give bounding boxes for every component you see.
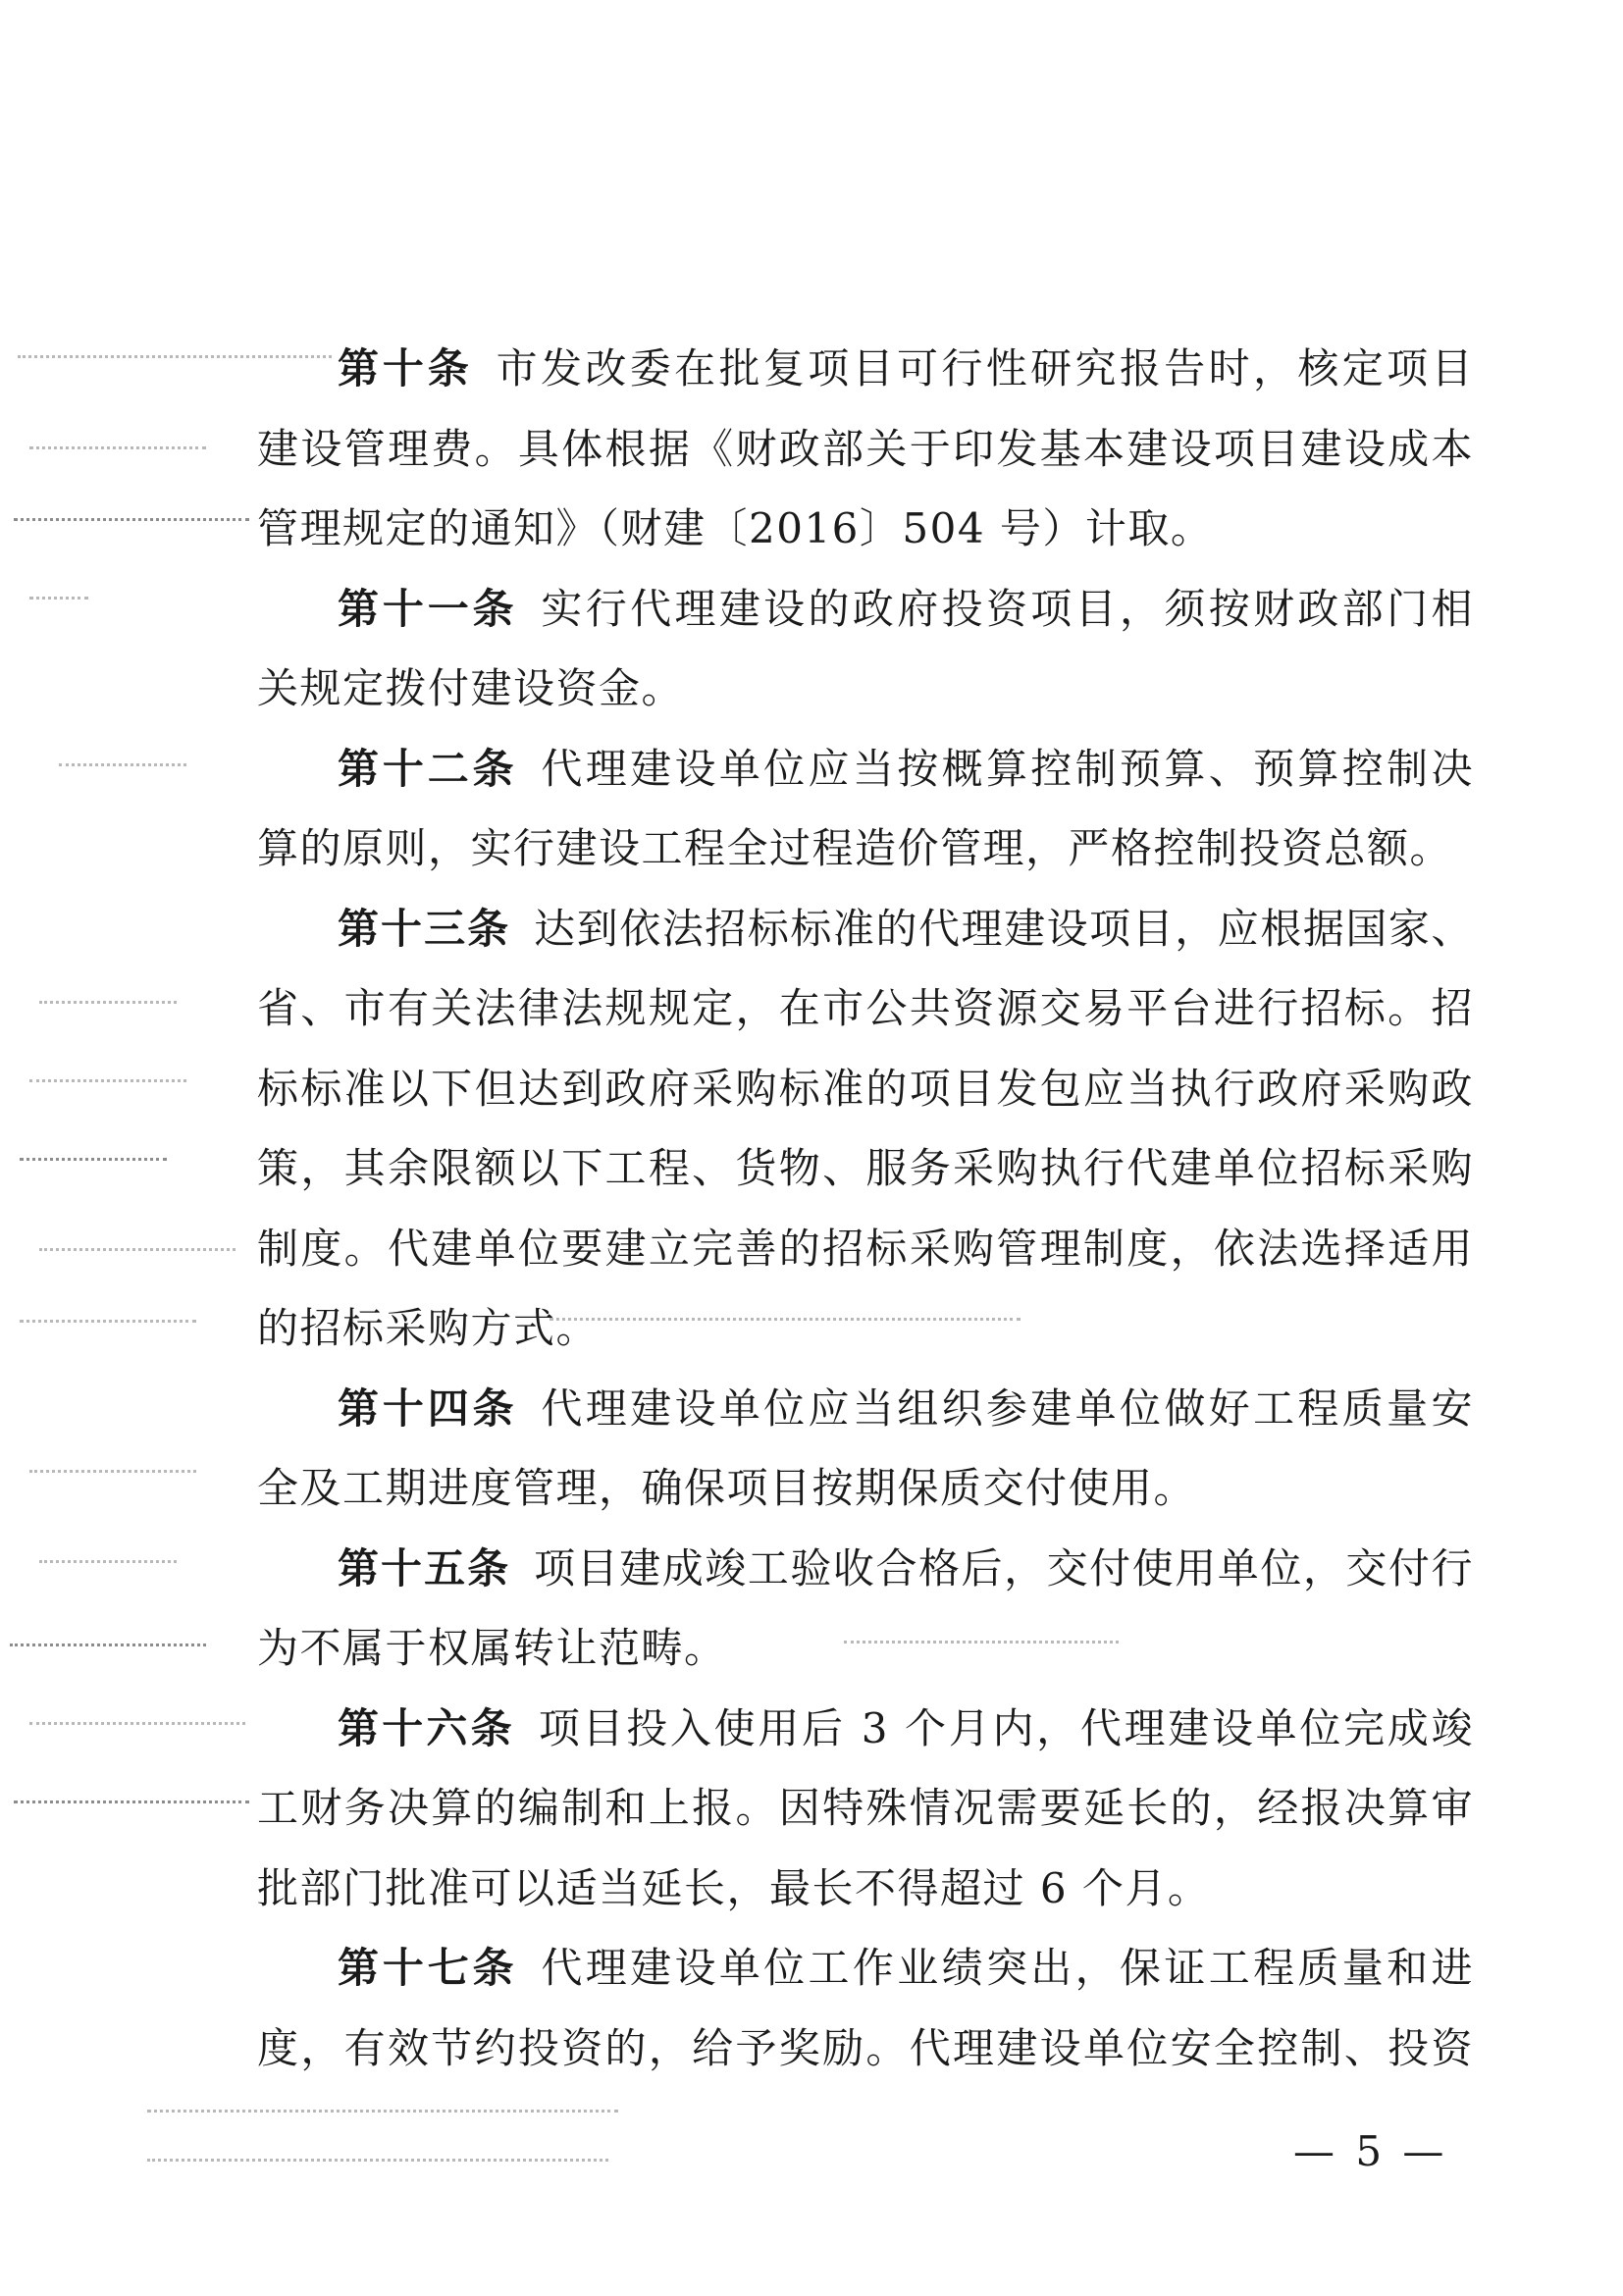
- body-text: [257, 329, 1474, 2088]
- line-text: 代理建设单位工作业绩突出，保证工程质量和进: [541, 1944, 1474, 1992]
- article-13: [257, 889, 1474, 1369]
- article-15-line-2: 为不属于权属转让范畴。: [257, 1624, 727, 1672]
- article-14: [257, 1369, 1474, 1529]
- article-12-line-1: [257, 729, 1474, 809]
- line-text: 代理建设单位应当按概算控制预算、预算控制决: [541, 744, 1474, 793]
- article-14-line-2: 全及工期进度管理，确保项目按期保质交付使用。: [257, 1464, 1197, 1512]
- article-13-line-1: [257, 889, 1474, 969]
- line-text: 代理建设单位应当组织参建单位做好工程质量安: [541, 1383, 1474, 1433]
- line-text: 达到依法招标标准的代理建设项目，应根据国家、: [534, 904, 1474, 953]
- article-number: 第十四条: [338, 1383, 518, 1433]
- article-10-line-1: [257, 329, 1474, 409]
- article-number: 第十条: [338, 344, 473, 392]
- article-13-line-4: 策，其余限额以下工程、货物、服务采购执行代建单位招标采购: [257, 1144, 1474, 1192]
- article-10-line-2: 建设管理费。具体根据《财政部关于印发基本建设项目建设成本: [257, 424, 1474, 473]
- line-text: 项目投入使用后 3 个月内，代理建设单位完成竣: [538, 1703, 1474, 1752]
- article-number: 第十一条: [338, 584, 518, 633]
- article-16-line-2: 工财务决算的编制和上报。因特殊情况需要延长的，经报决算审: [257, 1784, 1474, 1832]
- article-16-line-1: [257, 1689, 1474, 1769]
- line-text: 市发改委在批复项目可行性研究报告时，核定项目: [496, 344, 1474, 392]
- page-number: — 5 —: [1293, 2127, 1448, 2175]
- article-10: [257, 329, 1474, 569]
- article-13-line-2: 省、市有关法律法规规定，在市公共资源交易平台进行招标。招: [257, 984, 1474, 1032]
- article-number: 第十七条: [338, 1944, 518, 1992]
- line-text: 实行代理建设的政府投资项目，须按财政部门相: [541, 584, 1474, 633]
- article-12: [257, 729, 1474, 889]
- article-17-line-1: [257, 1928, 1474, 2009]
- article-12-line-2: 算的原则，实行建设工程全过程造价管理，严格控制投资总额。: [257, 824, 1453, 872]
- article-17-line-2: 度，有效节约投资的，给予奖励。代理建设单位安全控制、投资: [257, 2023, 1474, 2072]
- line-text: 项目建成竣工验收合格后，交付使用单位，交付行: [534, 1543, 1474, 1592]
- article-number: 第十六条: [338, 1703, 515, 1752]
- article-11-line-2: 关规定拨付建设资金。: [257, 664, 685, 712]
- article-number: 第十五条: [338, 1543, 511, 1592]
- article-13-line-3: 标标准以下但达到政府采购标准的项目发包应当执行政府采购政: [257, 1064, 1474, 1113]
- article-number: 第十二条: [338, 744, 518, 793]
- article-14-line-1: [257, 1369, 1474, 1449]
- article-number: 第十三条: [338, 904, 511, 953]
- article-17: [257, 1928, 1474, 2088]
- article-15-line-1: [257, 1529, 1474, 1609]
- article-11: [257, 569, 1474, 729]
- article-16: [257, 1689, 1474, 1929]
- article-13-line-6: 的招标采购方式。: [257, 1304, 600, 1352]
- article-11-line-1: [257, 569, 1474, 650]
- article-10-line-3: 管理规定的通知》（财建〔2016〕504 号）计取。: [257, 504, 1214, 552]
- article-16-line-3: 批部门批准可以适当延长，最长不得超过 6 个月。: [257, 1863, 1211, 1912]
- article-13-line-5: 制度。代建单位要建立完善的招标采购管理制度，依法选择适用: [257, 1224, 1474, 1273]
- article-15: [257, 1529, 1474, 1689]
